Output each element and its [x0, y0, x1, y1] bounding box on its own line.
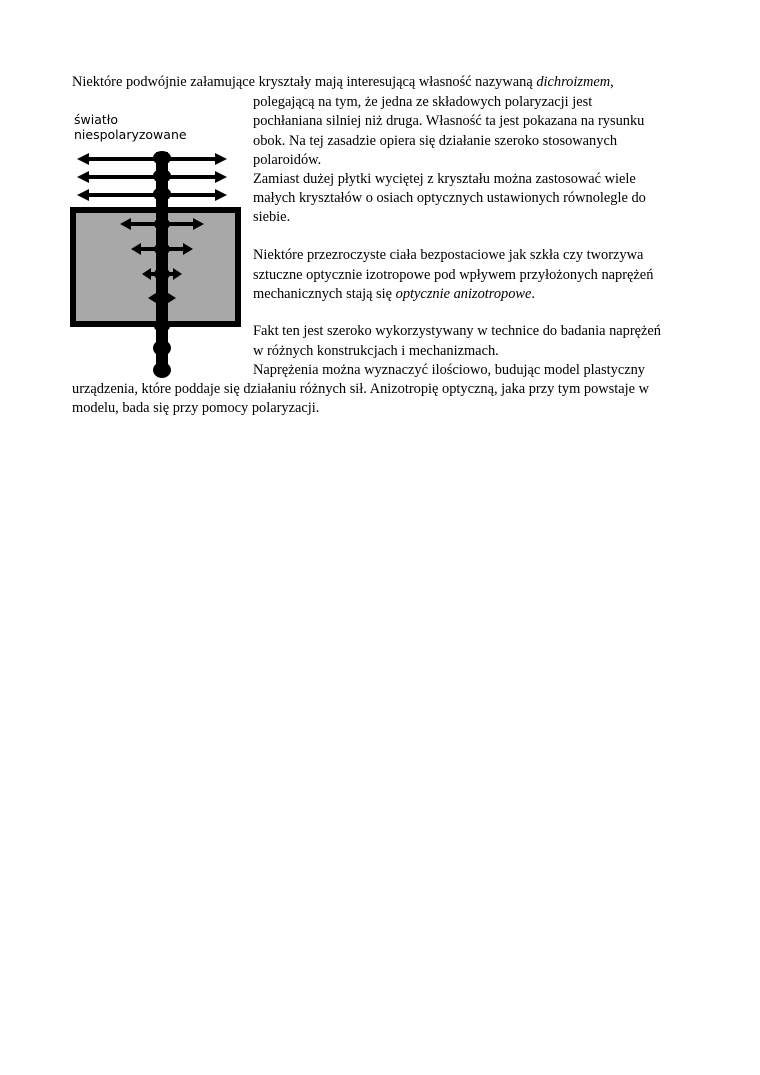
p3-line3-end: .	[531, 286, 536, 302]
p5-line3: modelu, bada się przy pomocy polaryzacji.	[72, 400, 320, 416]
term-optycznie-anizotropowe: optycznie anizotropowe	[395, 286, 532, 302]
p3-line1: Niektóre przezroczyste ciała bezpostaciowe jak szkła czy tworzywa	[253, 247, 644, 263]
p3-line3-text: mechanicznych stają się	[253, 286, 396, 302]
p2-line1: Zamiast dużej płytki wyciętej z kryształu można zastosować wiele	[253, 171, 636, 187]
p1-line1-end: ,	[610, 74, 614, 90]
figure-label-line2: niespolaryzowane	[74, 127, 187, 142]
p4-line1: Fakt ten jest szeroko wykorzystywany w technice do badania naprężeń	[253, 323, 661, 339]
p3-line2: sztuczne optycznie izotropowe pod wpływem przyłożonych naprężeń	[253, 267, 654, 283]
p1-line1	[72, 73, 614, 92]
p2-line2: małych kryształów o osiach optycznych ustawionych równolegle do	[253, 190, 646, 206]
dichroism-figure	[68, 148, 246, 383]
p4-line2: w różnych konstrukcjach i mechanizmach.	[253, 343, 499, 359]
p1-line5: polaroidów.	[253, 152, 322, 168]
figure-label-line1: światło	[74, 112, 118, 127]
p1-line1-text: Niektóre podwójnie załamujące kryształy mają interesującą własność nazywaną	[72, 74, 537, 90]
p3-line3	[253, 285, 535, 304]
p1-line2: polegającą na tym, że jedna ze składowych polaryzacji jest	[253, 94, 593, 110]
p2-line3: siebie.	[253, 209, 291, 225]
p1-line4: obok. Na tej zasadzie opiera się działanie szeroko stosowanych	[253, 133, 618, 149]
p1-line3: pochłaniana silniej niż druga. Własność ta jest pokazana na rysunku	[253, 113, 645, 129]
p5-line1: Naprężenia można wyznaczyć ilościowo, budując model plastyczny	[253, 362, 645, 378]
term-dichroizmem: dichroizmem	[536, 74, 611, 90]
p5-line2: urządzenia, które poddaje się działaniu różnych sił. Anizotropię optyczną, jaka przy tym powstaje w	[72, 381, 650, 397]
